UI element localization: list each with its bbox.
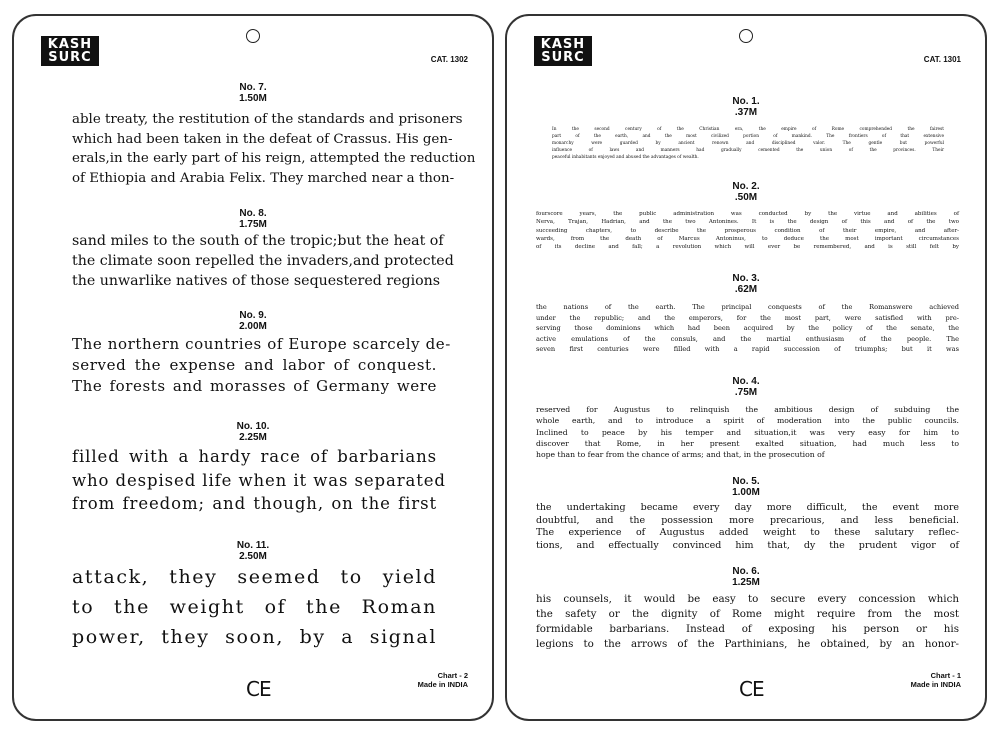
section-text: the undertaking became every day more difficult, the event more doubtful, and the possession more precarious, and less beneficial. The experience of Augustus added weight to these salutary reflec- tions, and effectually convinced him that, dy the prudent vigor of bbox=[536, 502, 959, 551]
section-heading bbox=[14, 421, 492, 443]
kashsurc-logo: KASH SURC bbox=[41, 36, 99, 66]
section-number: No. 11. bbox=[236, 540, 270, 551]
section-size: .62M bbox=[734, 284, 758, 295]
section-size: .75M bbox=[734, 387, 758, 398]
chart-label: Chart - 1 bbox=[930, 671, 961, 680]
section-number: No. 10. bbox=[236, 421, 270, 432]
catalog-number: CAT. 1301 bbox=[923, 55, 961, 64]
section-heading bbox=[507, 566, 985, 588]
section-heading bbox=[507, 476, 985, 498]
section-text: attack, they seemed to yield to the weight of the Roman power, they soon, by a signal bbox=[72, 566, 437, 648]
catalog-number: CAT. 1302 bbox=[430, 55, 468, 64]
section-text: able treaty, the restitution of the standards and prisoners which had been taken in the defeat of Crassus. His gen- erals,in the early part of his reign, attempted the reduction of Ethiopia and Arabia Felix. They marched near a thon- bbox=[72, 112, 476, 186]
hanging-hole bbox=[739, 29, 753, 43]
section-heading bbox=[507, 181, 985, 203]
section-text: filled with a hardy race of barbarians who despised life when it was separated from freedom; and though, on the first bbox=[72, 447, 446, 513]
chart-card-1 bbox=[505, 14, 987, 721]
section-heading bbox=[507, 376, 985, 398]
section-text: his counsels, it would be easy to secure every concession which the safety or the dignity of Rome might require from the most formidable barbarians. Instead of exposing his person or his legions to the arrows of the Parthinians, he obtained, by an honor- bbox=[536, 593, 959, 650]
section-number: No. 4. bbox=[732, 376, 760, 387]
section-size: .50M bbox=[734, 192, 758, 203]
section-heading bbox=[14, 310, 492, 332]
section-number: No. 6. bbox=[732, 566, 760, 577]
hanging-hole bbox=[246, 29, 260, 43]
section-text: the nations of the earth. The principal conquests of the Romanswere achieved under the republic; and the emperors, for the most part, were satisfied with pre- serving those dominions which had been acquired by the policy of the senate, the active emulations of the consuls, and the martial enthusiasm of the people. The seven first centuries were filled with a rapid succession of triumphs; but it was bbox=[536, 303, 959, 353]
section-number: No. 5. bbox=[732, 476, 760, 487]
section-size: 2.25M bbox=[239, 432, 267, 443]
section-number: No. 9. bbox=[239, 310, 267, 321]
made-in-label: Made in INDIA bbox=[910, 680, 961, 689]
section-text: sand miles to the south of the tropic;but the heat of the climate soon repelled the invaders,and protected the unwarlike natives of those sequestered regions bbox=[72, 233, 454, 289]
section-size: 2.00M bbox=[239, 321, 267, 332]
section-size: .37M bbox=[734, 107, 758, 118]
section-number: No. 3. bbox=[732, 273, 760, 284]
section-heading bbox=[507, 96, 985, 118]
chart-label: Chart - 2 bbox=[437, 671, 468, 680]
section-heading bbox=[14, 540, 492, 562]
section-heading bbox=[14, 82, 492, 104]
section-size: 1.00M bbox=[732, 487, 760, 498]
section-text: reserved for Augustus to relinquish the ambitious design of subduing the whole earth, and to introduce a spirit of moderation into the public councils. Inclined to peace by his temper and situation,it was very easy for him to discover that Rome, in her present exalted situation, had much less to hope than to fear from the chance of arms; and that, in the prosecution of bbox=[536, 405, 959, 460]
section-heading bbox=[507, 273, 985, 295]
section-number: No. 7. bbox=[239, 82, 267, 93]
section-number: No. 1. bbox=[732, 96, 760, 107]
section-text: fourscore years, the public administration was conducted by the virtue and abilities of Nerva, Trajan, Hadrian, and the two Antonines. It is the design of this and of the two succeeding chapters, to describe the prosperous condition of their empire, and after- wards, from the death of Marcus Antoninus, to deduce the most important circumstances of its decline and fall; a revolution which will ever be remembered, and is still felt by bbox=[536, 211, 959, 251]
ce-mark: CE bbox=[739, 677, 764, 701]
made-in-label: Made in INDIA bbox=[417, 680, 468, 689]
section-size: 1.75M bbox=[239, 219, 267, 230]
chart-footer bbox=[418, 671, 468, 689]
section-heading bbox=[14, 208, 492, 230]
section-number: No. 2. bbox=[732, 181, 760, 192]
chart-card-2 bbox=[12, 14, 494, 721]
chart-footer bbox=[911, 671, 961, 689]
section-size: 1.25M bbox=[732, 577, 760, 588]
section-size: 1.50M bbox=[239, 93, 267, 104]
ce-mark: CE bbox=[246, 677, 271, 701]
section-text: The northern countries of Europe scarcely de- served the expense and labor of conquest. The forests and morasses of Germany were bbox=[72, 335, 451, 395]
section-size: 2.50M bbox=[239, 551, 267, 562]
section-text: In the second century of the Christian era, the empire of Rome comprehended the fairest part of the earth, and the most civilized portion of mankind. The frontiers of that extensive monarchy were guarded by ancient renown and disciplined valor. The gentle but powerful influence of laws and manners had gradually cemented the union of the provinces. Their peaceful inhabitants enjoyed and abused the advantages of wealth. bbox=[552, 127, 944, 160]
section-number: No. 8. bbox=[239, 208, 267, 219]
kashsurc-logo: KASH SURC bbox=[534, 36, 592, 66]
